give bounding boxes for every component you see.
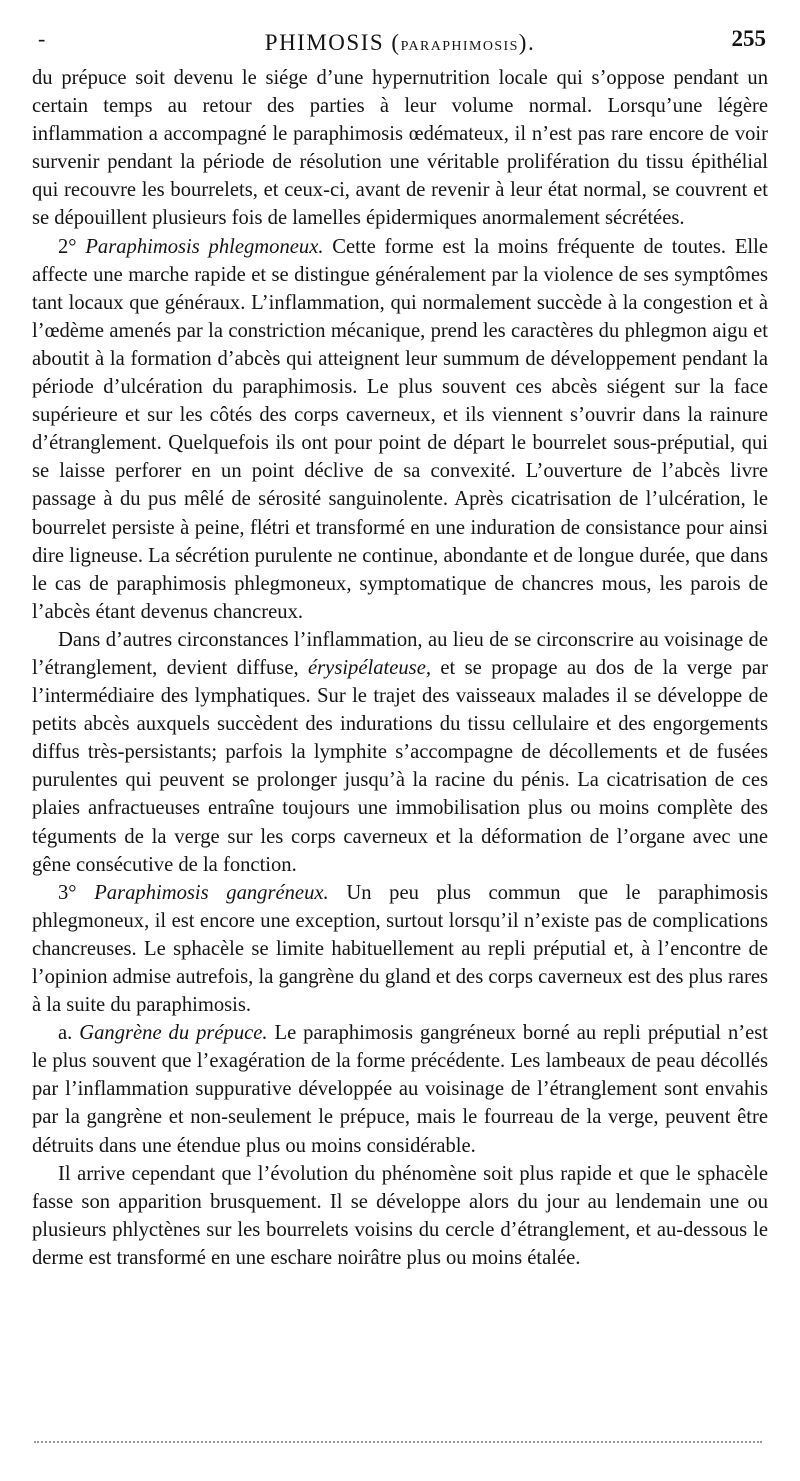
page-number: 255: [731, 26, 766, 51]
paragraph: [32, 626, 768, 879]
running-title: [30, 30, 770, 56]
paragraph-text: Dans d’autres circonstances l’inflammation, au lieu de se circonscrire au voisinage de l’étranglement, devient diffuse,: [32, 628, 768, 679]
subsection-letter: a.: [58, 1022, 80, 1045]
paragraph: [32, 1160, 768, 1272]
section-heading: Paraphimosis phlegmoneux.: [85, 235, 324, 258]
header-mark: -: [38, 26, 46, 51]
running-title-main: PHIMOSIS (: [264, 30, 401, 55]
paragraph-text: et se propage au dos de la verge par l’intermédiaire des lymphatiques. Sur le trajet des vaisseaux malades il se développe de petits abcès auxquels succèdent des indurations du tissu cellulaire et des engorgements diffus très-persistants; parfois la lymphite s’accompagne de décollements et de fusées purulentes qui peuvent se prolonger jusqu’à la racine du pénis. La cicatrisation de ces plaies anfractueuses entraîne toujours une immobilisation plus ou moins complète des téguments de la verge sur les corps caverneux et la déformation de l’organe avec une gêne consécutive de la fonction.: [32, 656, 768, 876]
running-title-small-caps: PARAPHIMOSIS: [400, 39, 519, 54]
section-number: 3°: [58, 881, 95, 904]
paragraph-text: Un peu plus commun que le paraphimosis phlegmoneux, il est encore une exception, surtout lorsqu’il n’existe pas de complications chancreuses. Le sphacèle se limite habituellement au repli préputial et, à l’encontre de l’opinion admise autrefois, la gangrène du gland et des corps caverneux est des plus rares à la suite du paraphimosis.: [32, 881, 768, 1017]
paragraph-text: Il arrive cependant que l’évolution du phénomène soit plus rapide et que le sphacèle fasse son apparition brusquement. Il se développe alors du jour au lendemain une ou plusieurs phlyctènes sur les bourrelets voisins du cercle d’étranglement, et au-dessous le derme est transformé en une eschare noirâtre plus ou moins étalée.: [32, 1162, 768, 1269]
paragraph-text: Cette forme est la moins fréquente de toutes. Elle affecte une marche rapide et se distingue généralement par la violence de ses symptômes tant locaux que généraux. L’inflammation, qui normalement succède à la congestion et à l’œdème amenés par la constriction mécanique, prend les caractères du phlegmon aigu et aboutit à la formation d’abcès qui atteignent leur summum de développement pendant la période d’ulcération du paraphimosis. Le plus souvent ces abcès siégent sur la face supérieure et sur les côtés des corps caverneux, et ils viennent s’ouvrir dans la rainure d’étranglement. Quelquefois ils ont pour point de départ le bourrelet sous-préputial, qui se laisse perforer en un point déclive de sa convexité. L’ouverture de l’abcès livre passage à du pus mêlé de sérosité sanguinolente. Après cicatrisation de l’ulcération, le bourrelet persiste à peine, flétri et transformé en une induration de consistance pour ainsi dire ligneuse. La sécrétion purulente ne continue, abondante et de longue durée, que dans le cas de paraphimosis phlegmoneux, symptomatique de chancres mous, les parois de l’abcès étant devenus chancreux.: [32, 235, 768, 623]
paragraph-section-2: [32, 233, 768, 626]
page-body: [32, 64, 768, 1272]
paragraph: [32, 64, 768, 233]
emphasis-term: érysipélateuse,: [308, 656, 431, 679]
running-header: [30, 24, 770, 60]
paragraph-text: du prépuce soit devenu le siége d’une hypernutrition locale qui s’oppose pendant un certain temps au retour des parties à leur volume normal. Lorsqu’une légère inflammation a accompagné le paraphimosis œdémateux, il n’est pas rare encore de voir survenir pendant la période de résolution une véritable prolifération du tissu épithélial qui recouvre les bourrelets, et ceux-ci, avant de revenir à leur état normal, se couvrent et se dépouillent plusieurs fois de lamelles épidermiques anormalement sécrétées.: [32, 67, 768, 230]
subsection-heading: Gangrène du prépuce.: [79, 1022, 268, 1045]
paragraph-section-3: [32, 879, 768, 1019]
section-heading: Paraphimosis gangréneux.: [94, 881, 329, 904]
footer-dotted-rule: [34, 1441, 762, 1443]
section-number: 2°: [58, 235, 86, 258]
running-title-close: ).: [518, 30, 536, 55]
paragraph-subsection-a: [32, 1019, 768, 1159]
paragraph-text: Le paraphimosis gangréneux borné au repli préputial n’est le plus souvent que l’exagération de la forme précédente. Les lambeaux de peau décollés par l’inflammation suppurative développée au voisinage de l’étranglement sont envahis par la gangrène et non-seulement le prépuce, mais le fourreau de la verge, peuvent être détruits dans une étendue plus ou moins considérable.: [32, 1022, 768, 1157]
